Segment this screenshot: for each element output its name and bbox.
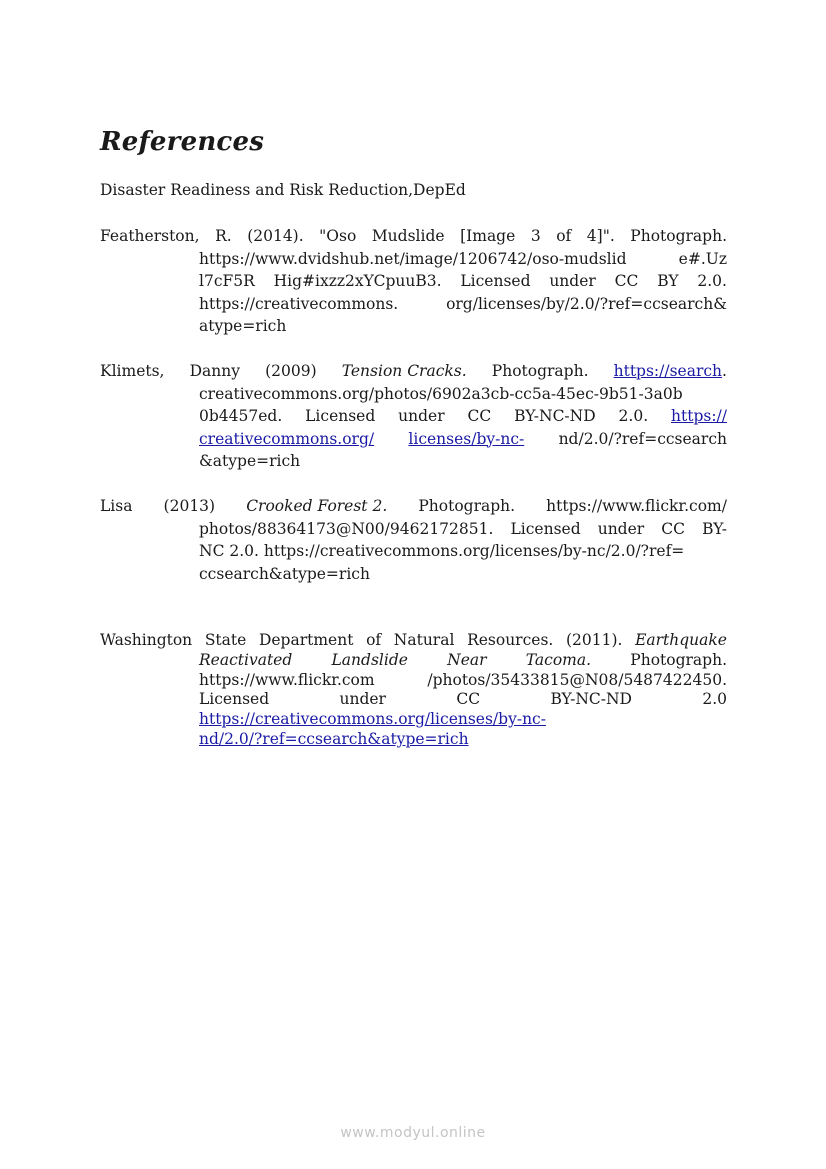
reference-line: Lisa (2013) Crooked Forest 2. Photograph. https://www.flickr.com/ bbox=[100, 495, 727, 518]
reference-link[interactable]: https://creativecommons.org/licenses/by-nc- bbox=[199, 710, 546, 729]
reference-line: https://www.dvidshub.net/image/1206742/oso-mudslid e#.Uz bbox=[199, 249, 727, 268]
reference-line: creativecommons.org/ licenses/by-nc- nd/2.0/?ref=ccsearch bbox=[100, 428, 727, 451]
reference-line: Klimets, Danny (2009) Tension Cracks. Photograph. https://search. bbox=[100, 360, 727, 383]
work-title: Tension Cracks. bbox=[341, 362, 467, 380]
reference-line bbox=[100, 710, 727, 730]
reference-link[interactable]: https://search bbox=[613, 362, 723, 380]
reference-entry-featherston bbox=[100, 225, 727, 338]
reference-line: photos/88364173@N00/9462172851. Licensed under CC BY- bbox=[199, 519, 727, 538]
work-title: Crooked Forest 2. bbox=[246, 497, 388, 515]
reference-line: ccsearch&atype=rich bbox=[199, 564, 370, 583]
reference-entry-lisa bbox=[100, 495, 727, 585]
reference-entry-washington-dnr bbox=[100, 631, 727, 750]
watermark: www.modyul.online bbox=[340, 1125, 486, 1141]
reference-entry-deped bbox=[100, 179, 727, 202]
reference-link[interactable]: https:// bbox=[671, 407, 727, 425]
reference-line bbox=[100, 730, 727, 750]
reference-line: NC 2.0. https://creativecommons.org/licenses/by-nc/2.0/?ref= bbox=[199, 542, 685, 560]
reference-line: Reactivated Landslide Near Tacoma. Photograph. bbox=[199, 650, 727, 669]
reference-link[interactable]: nd/2.0/?ref=ccsearch&atype=rich bbox=[199, 729, 469, 748]
work-title: Earthquake bbox=[635, 631, 727, 649]
reference-line: 0b4457ed. Licensed under CC BY-NC-ND 2.0. https:// bbox=[100, 405, 727, 428]
reference-line: Licensed under CC BY-NC-ND 2.0 bbox=[199, 690, 727, 709]
reference-entry-klimets bbox=[100, 360, 727, 473]
reference-line: &atype=rich bbox=[199, 452, 301, 470]
reference-text: Disaster Readiness and Risk Reduction,DepEd bbox=[100, 181, 466, 199]
reference-line: l7cF5R Hig#ixzz2xYCpuuB3. Licensed under CC BY 2.0. bbox=[199, 272, 727, 290]
reference-line: https://www.flickr.com /photos/35433815@N08/5487422450. bbox=[199, 670, 727, 689]
reference-link[interactable]: creativecommons.org/ bbox=[199, 429, 375, 448]
reference-link[interactable]: licenses/by-nc- bbox=[408, 429, 525, 448]
reference-line: atype=rich bbox=[199, 317, 287, 335]
reference-line: Featherston, R. (2014). "Oso Mudslide [Image 3 of 4]". Photograph. bbox=[100, 227, 727, 245]
reference-line: creativecommons.org/photos/6902a3cb-cc5a-45ec-9b51-3a0b bbox=[199, 384, 683, 403]
page-title: References bbox=[100, 127, 265, 157]
reference-line: Washington State Department of Natural Resources. (2011). Earthquake bbox=[100, 631, 727, 649]
reference-line: https://creativecommons. org/licenses/by/2.0/?ref=ccsearch& bbox=[199, 294, 727, 313]
